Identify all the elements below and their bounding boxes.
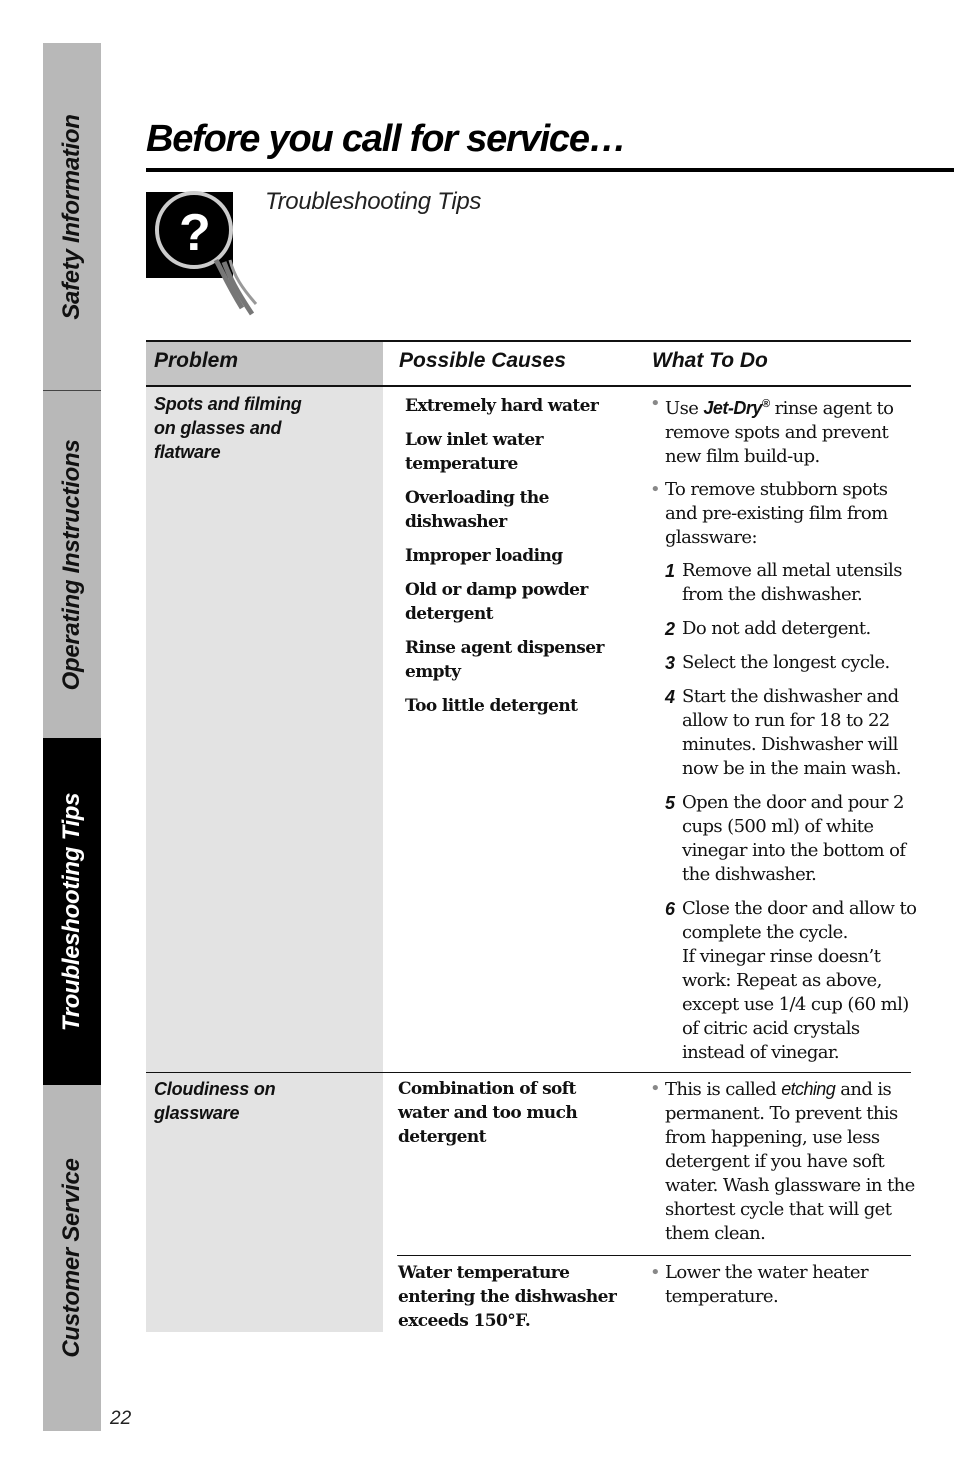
tab-label: Operating Instructions [58,439,85,690]
todo-text: Use [665,398,699,419]
tab-operating-instructions[interactable] [43,391,101,738]
todo-bullet [649,392,917,469]
todo-cloudiness-etching [649,1077,917,1255]
todo-spots-filming [649,392,917,1075]
step-number: 5 [665,793,675,813]
tab-label: Safety Information [58,113,85,320]
step-note: If vinegar rinse doesn’t work: Repeat as above, except use 1/4 cup (60 ml) of citric acid crystals instead of vinegar. [682,946,909,1063]
step-item [649,617,917,641]
todo-text: This is called [665,1079,777,1100]
tab-label: Troubleshooting Tips [58,792,85,1031]
cause-item: Too little detergent [405,696,578,716]
tab-label: Customer Service [58,1158,85,1358]
step-number: 4 [665,687,675,707]
subrow-divider [397,1255,911,1256]
title-rule [146,168,954,172]
todo-water-temperature [649,1261,917,1318]
todo-emphasis: etching [781,1079,836,1099]
step-text: Select the longest cycle. [682,652,890,673]
brand-text: Jet-Dry [703,398,762,418]
step-text: Start the dishwasher and allow to run for 18 to 22 minutes. Dishwasher will now be in the main wash. [682,686,901,779]
header-what-to-do: What To Do [652,349,768,372]
svg-text:?: ? [179,204,211,262]
step-item [649,685,917,781]
todo-bullet [649,1261,917,1309]
step-text: Open the door and pour 2 cups (500 ml) of white vinegar into the bottom of the dishwasher. [682,792,906,885]
cause-item: Overloading the dishwasher [405,488,549,532]
cause-item: Old or damp powder detergent [405,580,588,624]
table-top-rule [146,340,911,342]
cause-item: Combination of soft water and too much detergent [398,1079,578,1147]
step-number: 1 [665,561,675,581]
todo-text: Lower the water heater temperature. [665,1262,868,1307]
todo-text: To remove stubborn spots and pre-existing film from glassware: [665,479,888,548]
section-subtitle: Troubleshooting Tips [265,188,482,215]
bullet-icon: • [650,479,661,500]
step-item [649,897,917,1065]
step-item [649,559,917,607]
bullet-icon: • [650,393,661,414]
page-number: 22 [110,1408,132,1429]
todo-text: and is permanent. To prevent this from happening, use less detergent if you have soft water. Wash glassware in the shortest cycle that will get them clean. [665,1079,915,1244]
cause-item: Rinse agent dispenser empty [405,638,604,682]
page-title: Before you call for service… [146,118,626,160]
cause-item: Water temperature entering the dishwasher exceeds 150°F. [398,1263,617,1331]
step-item [649,791,917,887]
tab-troubleshooting-tips[interactable] [43,738,101,1085]
todo-text: rinse agent to remove spots and prevent new film build-up. [665,398,894,467]
tab-safety-information[interactable] [43,43,101,390]
header-bottom-rule [146,385,911,387]
header-possible-causes: Possible Causes [399,349,566,372]
todo-bullet [649,478,917,550]
cause-item: Improper loading [405,546,563,566]
question-mark-icon [146,190,264,322]
step-text: Close the door and allow to complete the cycle. [682,898,917,943]
bullet-icon: • [650,1262,661,1283]
todo-bullet [649,1077,917,1246]
causes-list [398,1261,623,1343]
step-text: Do not add detergent. [682,618,871,639]
step-number: 3 [665,653,675,673]
cause-item: Extremely hard water [405,396,599,416]
causes-list [398,1077,623,1159]
step-text: Remove all metal utensils from the dishwasher. [682,560,902,605]
registered-mark: ® [761,398,770,410]
step-item [649,651,917,675]
brand-name [703,398,769,418]
header-problem: Problem [154,349,239,372]
step-number: 2 [665,619,675,639]
cause-item: Low inlet water temperature [405,430,543,474]
problem-column-bg [146,386,383,1332]
tab-customer-service[interactable] [43,1085,101,1431]
bullet-icon: • [650,1078,661,1099]
causes-list [405,394,630,728]
problem-spots-filming: Spots and filming on glasses and flatware [154,394,302,462]
step-number: 6 [665,899,675,919]
problem-cloudiness: Cloudiness on glassware [154,1079,276,1123]
